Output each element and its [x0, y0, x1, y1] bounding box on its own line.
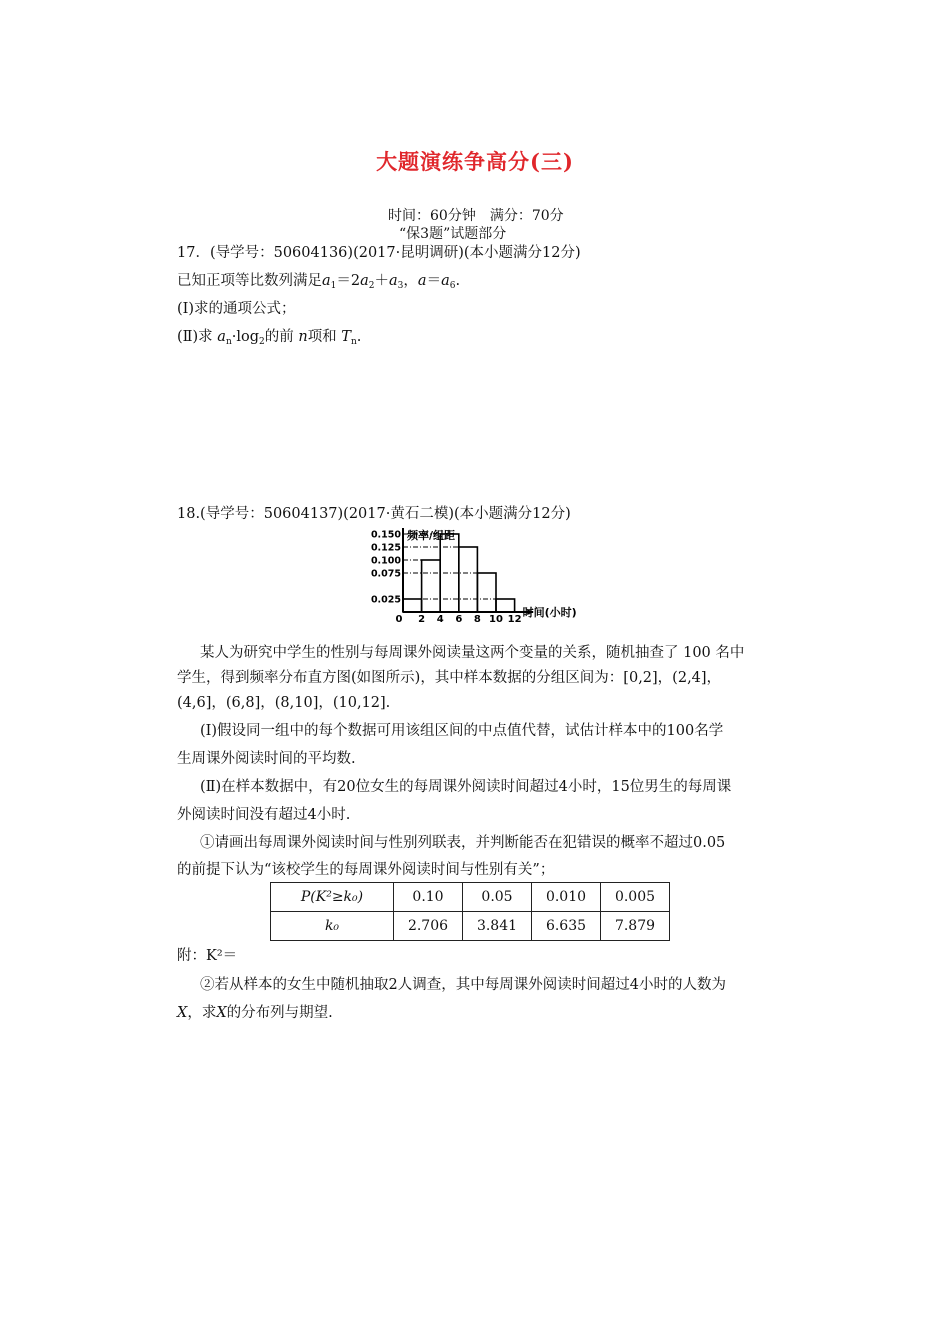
- q17-text: 项和: [307, 329, 342, 345]
- table-cell: 6.635: [532, 912, 601, 941]
- q17-var: a: [441, 273, 450, 289]
- table-cell: 7.879: [601, 912, 670, 941]
- q18-intro-line2: 学生，得到频率分布直方图(如图所示)，其中样本数据的分组区间为：[0,2]，(2,4]，: [177, 670, 722, 686]
- q18-var: X: [177, 1005, 188, 1021]
- y-axis-title: 频率/组距: [407, 529, 456, 542]
- page-title: 大题演练争高分(三): [376, 149, 574, 174]
- q18-subq2-line1: ②若从样本的女生中随机抽取2人调查，其中每周课外阅读时间超过4小时的人数为: [200, 977, 726, 993]
- q18-subq1-line2: 的前提下认为“该校学生的每周课外阅读时间与性别有关”；: [177, 862, 555, 878]
- q17-sub: n: [350, 337, 357, 347]
- x-tick-label: 4: [436, 614, 444, 625]
- y-tick-label: 0.075: [370, 568, 401, 580]
- table-cell: 0.005: [601, 883, 670, 912]
- table-cell: 0.05: [463, 883, 532, 912]
- q18-part1-line1: (Ⅰ)假设同一组中的每个数据可用该组区间的中点值代替，试估计样本中的100名学: [200, 723, 724, 739]
- q18-part1-line2: 生周课外阅读时间的平均数.: [177, 751, 356, 767]
- q17-text: ＝2: [336, 273, 361, 289]
- histogram-bars: [403, 534, 515, 612]
- x-tick-label: 0: [395, 614, 403, 625]
- q17-text: ＝: [426, 273, 442, 289]
- histogram-bar: [403, 599, 422, 612]
- table-cell: 0.010: [532, 883, 601, 912]
- q17-var: a: [389, 273, 398, 289]
- q18-text: ，求: [187, 1005, 217, 1021]
- table-row: [271, 912, 670, 941]
- q18-var: X: [216, 1005, 227, 1021]
- table-cell: 0.10: [394, 883, 463, 912]
- q17-part1: (Ⅰ)求的通项公式；: [177, 301, 296, 317]
- q17-header: 17．(导学号：50604136)(2017·昆明调研)(本小题满分12分): [177, 245, 581, 261]
- q17-stem-prefix: 已知正项等比数列满足: [177, 273, 322, 289]
- x-tick-label: 6: [455, 614, 463, 625]
- table-row: [271, 883, 670, 912]
- x-tick-label: 8: [473, 614, 481, 625]
- q17-sub: 3: [397, 281, 404, 291]
- critical-value-table: [270, 882, 670, 941]
- q18-subq2-line2: [177, 1001, 333, 1022]
- y-tick-label: 0.125: [370, 542, 401, 554]
- q17-text: .: [455, 273, 461, 289]
- q17-text: ＋: [374, 273, 390, 289]
- histogram-labels: [371, 528, 577, 625]
- q17-stem: [177, 269, 460, 291]
- y-tick-label: 0.150: [370, 529, 401, 541]
- q18-header: 18.(导学号：50604137)(2017·黄石二模)(本小题满分12分): [177, 506, 571, 522]
- q18-text: 的分布列与期望.: [226, 1005, 333, 1021]
- y-tick-label: 0.100: [370, 555, 401, 567]
- q17-var: a: [217, 329, 226, 345]
- time-limit-line: 时间：60分钟 满分：70分: [388, 208, 564, 224]
- histogram-bar: [477, 573, 496, 612]
- table-cell: 2.706: [394, 912, 463, 941]
- q17-var: n: [298, 329, 308, 345]
- q18-intro-line1: 某人为研究中学生的性别与每周课外阅读量这两个变量的关系，随机抽查了 100 名中: [200, 645, 745, 661]
- q18-intro-line3: (4,6]，(6,8]，(8,10]，(10,12].: [177, 695, 391, 711]
- x-axis-title: 时间(小时): [522, 606, 577, 619]
- q17-var: T: [341, 329, 351, 345]
- x-tick-label: 12: [507, 614, 522, 625]
- table-row-header: [271, 912, 394, 941]
- q17-text: .: [356, 329, 362, 345]
- table-row-header: [271, 883, 394, 912]
- q17-text: ·log: [231, 329, 259, 345]
- y-tick-label: 0.025: [370, 594, 401, 606]
- q18-subq1-line1: ①请画出每周课外阅读时间与性别列联表，并判断能否在犯错误的概率不超过0.05: [200, 835, 726, 851]
- q17-text: ，: [403, 273, 418, 289]
- x-tick-label: 2: [418, 614, 426, 625]
- q17-var: a: [322, 273, 331, 289]
- section-heading: “保3题”试题部分: [399, 226, 507, 242]
- q17-part2: [177, 325, 361, 347]
- formula-appendix: 附：K²＝: [177, 948, 238, 964]
- q17-text: 的前: [264, 329, 299, 345]
- q17-sub: 6: [449, 281, 456, 291]
- histogram-bar: [422, 560, 441, 612]
- q17-part2-prefix: (Ⅱ)求: [177, 329, 218, 345]
- table-header-text: P(K²≥k₀): [300, 889, 364, 905]
- q18-part2-line1: (Ⅱ)在样本数据中，有20位女生的每周课外阅读时间超过4小时，15位男生的每周课: [200, 779, 732, 795]
- q17-sub: n: [225, 337, 232, 347]
- q17-sub: 2: [368, 281, 375, 291]
- table-header-text: k₀: [324, 918, 340, 934]
- q17-var: a: [417, 273, 427, 289]
- x-tick-label: 10: [489, 614, 503, 625]
- q18-part2-line2: 外阅读时间没有超过4小时.: [177, 807, 351, 823]
- frequency-histogram: [368, 528, 600, 640]
- q17-sub: 1: [330, 281, 337, 291]
- histogram-bar: [459, 547, 478, 612]
- histogram-bar: [496, 599, 515, 612]
- table-cell: 3.841: [463, 912, 532, 941]
- q17-sub: 2: [259, 337, 265, 347]
- q17-var: a: [360, 273, 369, 289]
